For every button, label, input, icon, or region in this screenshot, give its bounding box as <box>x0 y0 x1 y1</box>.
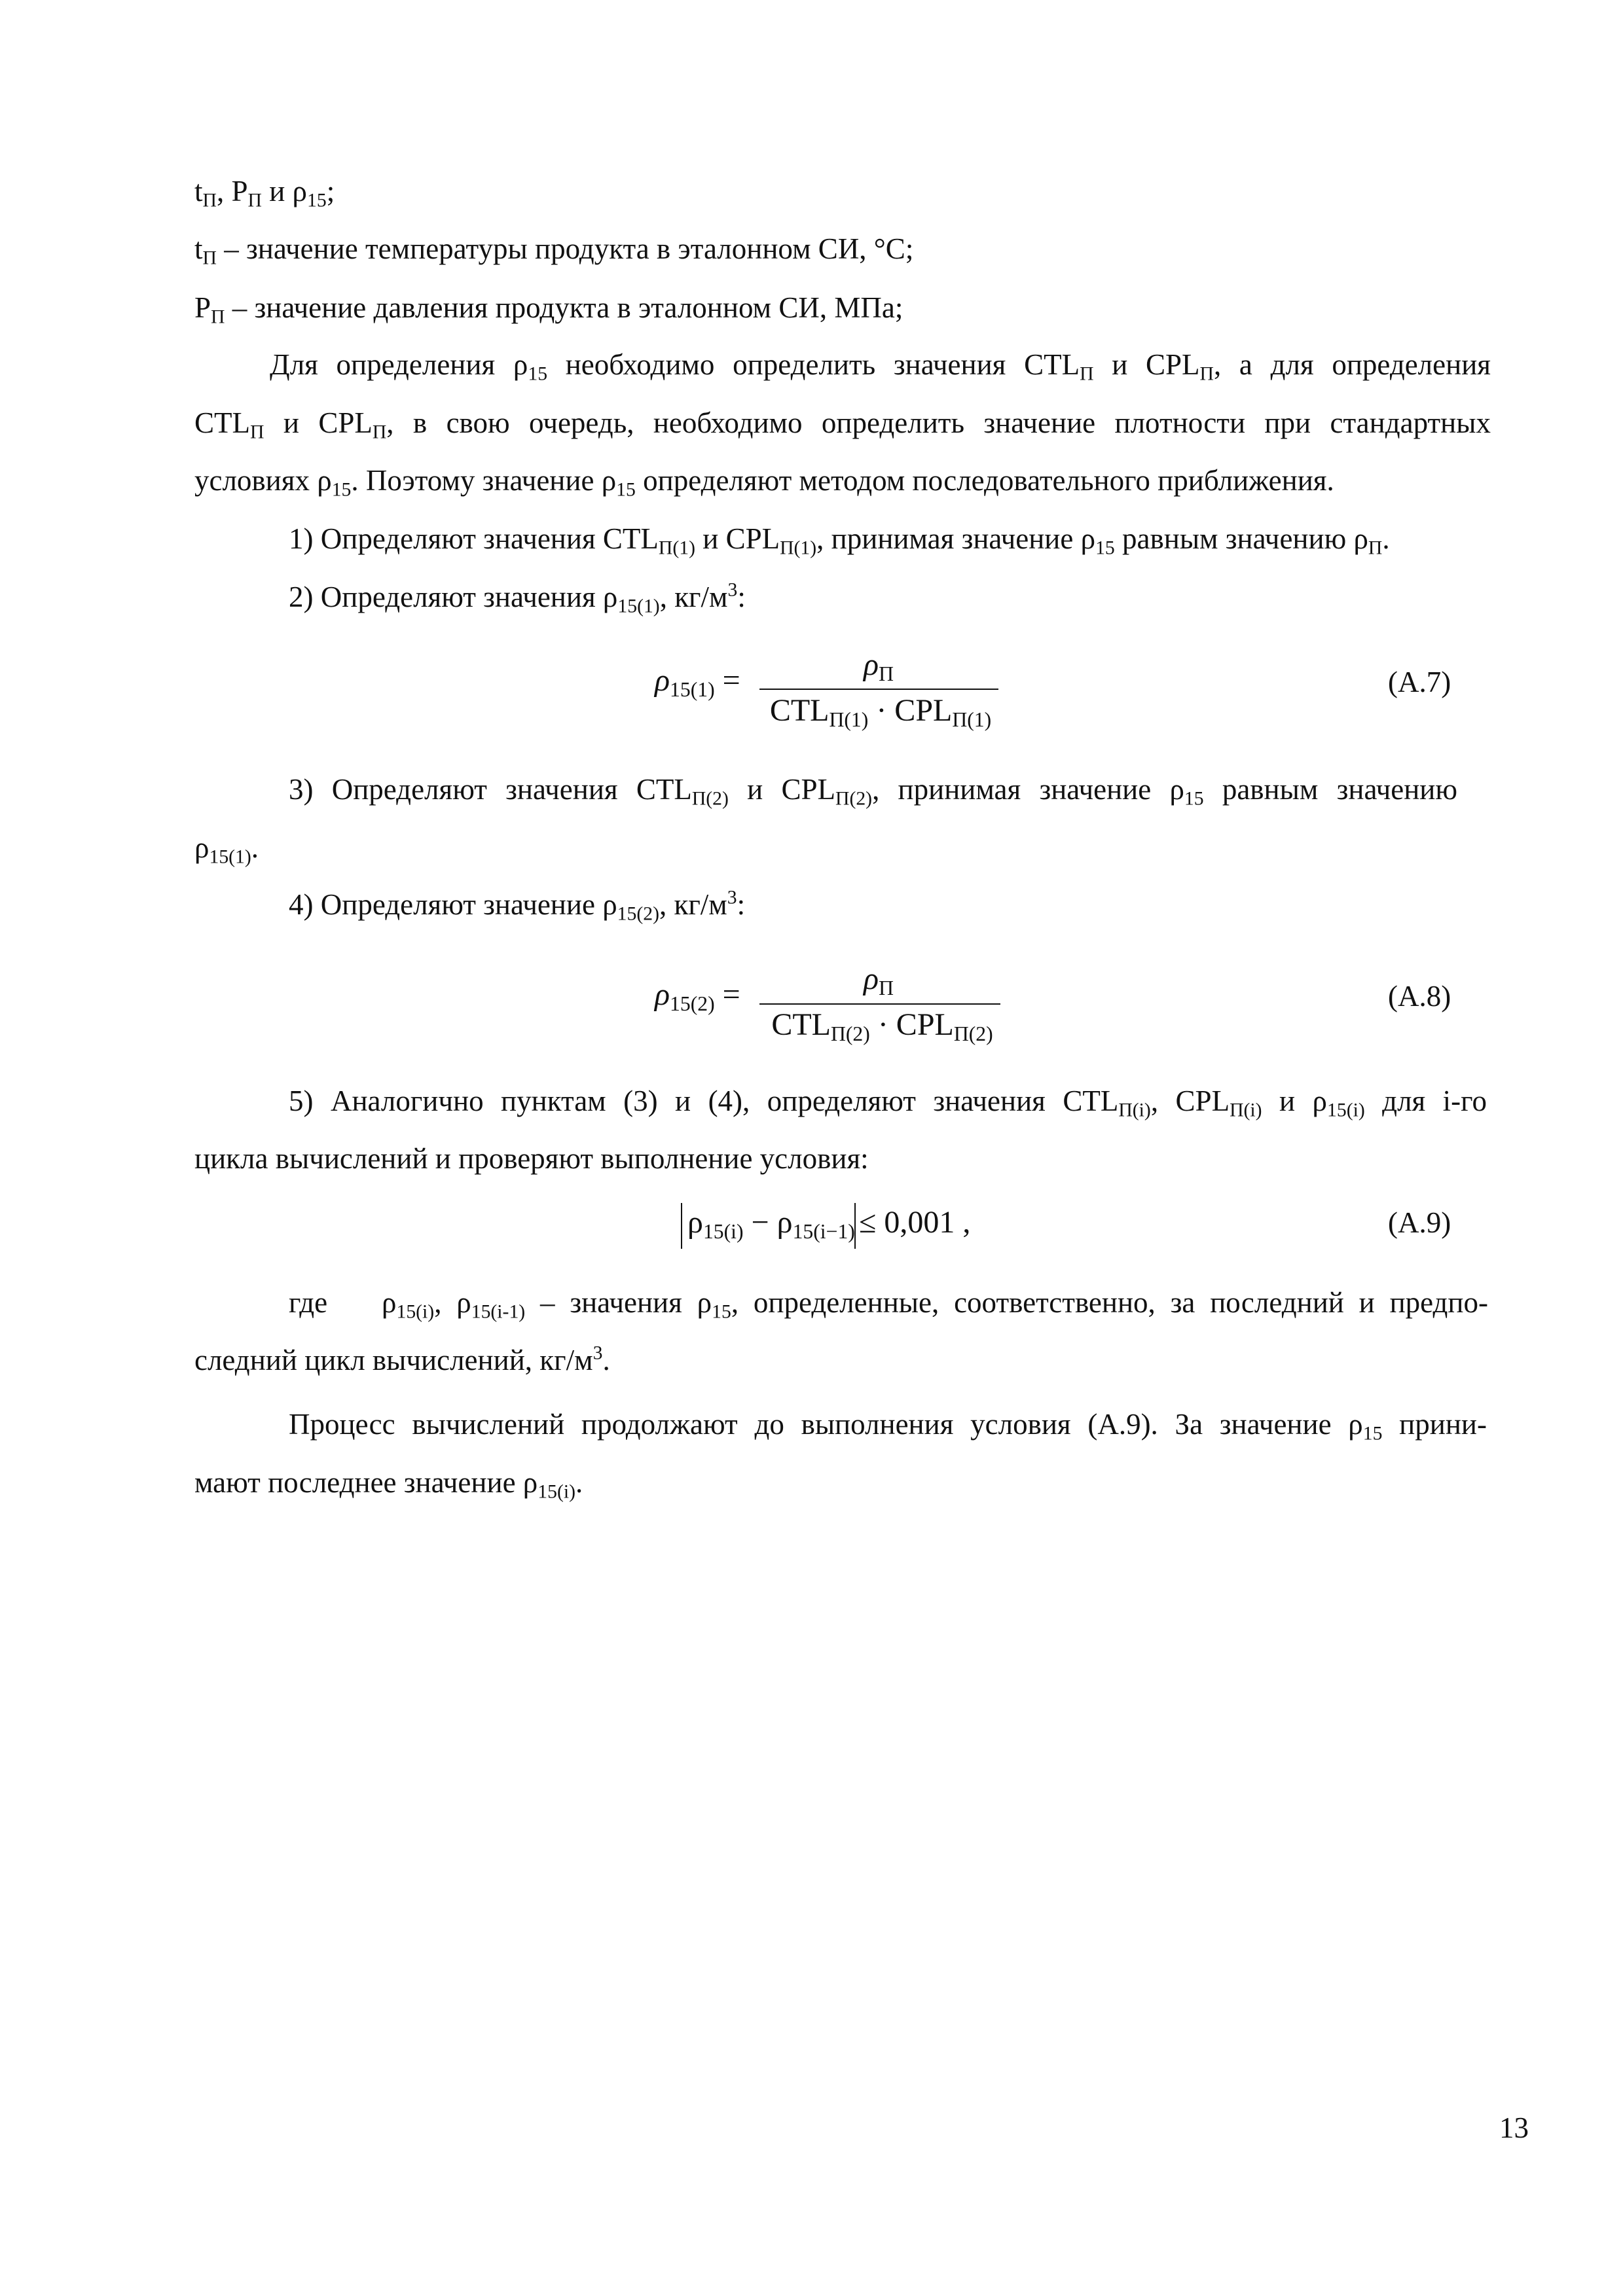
text-line-temperature: $t_П$ – значение температуры продукта в эталонном СИ, °С; <box>194 232 914 269</box>
formula-a7-lhs: $\rho_{15(1)}$ = <box>655 663 740 701</box>
page-number: 13 <box>1499 2111 1529 2144</box>
formula-a7-denominator: $CTL_{П(1)} \cdot CPL_{П(1)}$ <box>769 693 992 731</box>
paragraph-line-2: $CTL_П$ и $CPL_П$, в свою очередь, необходимо определить значение плотности при стандартных <box>194 406 1491 443</box>
final-paragraph-line-1: Процесс вычислений продолжают до выполнения условия (А.9). За значение $\rho_{15}$ прини- <box>289 1408 1487 1444</box>
paragraph-line-1: Для определения $\rho_{15}$ необходимо определить значения $CTL_П$ и $CPL_П$, а для определения <box>270 348 1491 385</box>
text-line-pressure: $P_П$ – значение давления продукта в эталонном СИ, МПа; <box>194 291 903 328</box>
equation-number-a7: (А.7) <box>1388 666 1451 698</box>
step-3-continuation: $\rho_{15(1)}$. <box>194 831 259 868</box>
step-5: 5) Аналогично пунктам (3) и (4), определяют значения $CTL_{П(i)}$, $CPL_{П(i)}$ и $\rho_{15(i)}$ для i-го <box>289 1085 1487 1121</box>
text-line-1: $t_П$, $P_П$ и $\rho_{15}$; <box>194 175 335 211</box>
formula-a8-denominator: $CTL_{П(2)} \cdot CPL_{П(2)}$ <box>771 1007 993 1045</box>
formula-a8-fraction-line <box>759 1003 1000 1005</box>
formula-a9-rhs: ≤ 0,001 , <box>859 1205 971 1240</box>
equation-number-a8: (А.8) <box>1388 980 1451 1013</box>
formula-a8-numerator: $\rho_П$ <box>864 961 894 999</box>
formula-a7-numerator: $\rho_П$ <box>864 647 894 685</box>
equation-number-a9: (А.9) <box>1388 1206 1451 1239</box>
formula-a7-fraction-line <box>759 689 998 690</box>
step-5-continuation: цикла вычислений и проверяют выполнение условия: <box>194 1142 869 1175</box>
formula-a8-lhs: $\rho_{15(2)}$ = <box>655 977 740 1015</box>
formula-a9-abs-right <box>854 1203 856 1249</box>
step-1: 1) Определяют значения $CTL_{П(1)}$ и $CPL_{П(1)}$, принимая значение $\rho_{15}$ равным значению $\rho_П$. <box>289 522 1390 559</box>
where-definition: $\rho_{15(i)}$, $\rho_{15(i-1)}$ – значения $\rho_{15}$, определенные, соответственно, за последний и предпо- <box>382 1286 1489 1323</box>
where-continuation: следний цикл вычислений, $кг/м^3$. <box>194 1342 610 1376</box>
final-paragraph-line-2: мают последнее значение $\rho_{15(i)}$. <box>194 1466 583 1503</box>
step-2: 2) Определяют значения $\rho_{15(1)}$, $кг/м^3$: <box>289 579 746 617</box>
step-4: 4) Определяют значение $\rho_{15(2)}$, $кг/м^3$: <box>289 887 746 925</box>
formula-a9-expression: $\rho_{15(i)} - \rho_{15(i-1)}$ <box>687 1205 855 1243</box>
where-label: где <box>289 1286 328 1319</box>
step-3: 3) Определяют значения $CTL_{П(2)}$ и $CPL_{П(2)}$, принимая значение $\rho_{15}$ равным значению <box>289 773 1457 810</box>
formula-a9-abs-left <box>681 1203 682 1249</box>
paragraph-line-3: условиях $\rho_{15}$. Поэтому значение $\rho_{15}$ определяют методом последовательного приближения. <box>194 464 1334 501</box>
